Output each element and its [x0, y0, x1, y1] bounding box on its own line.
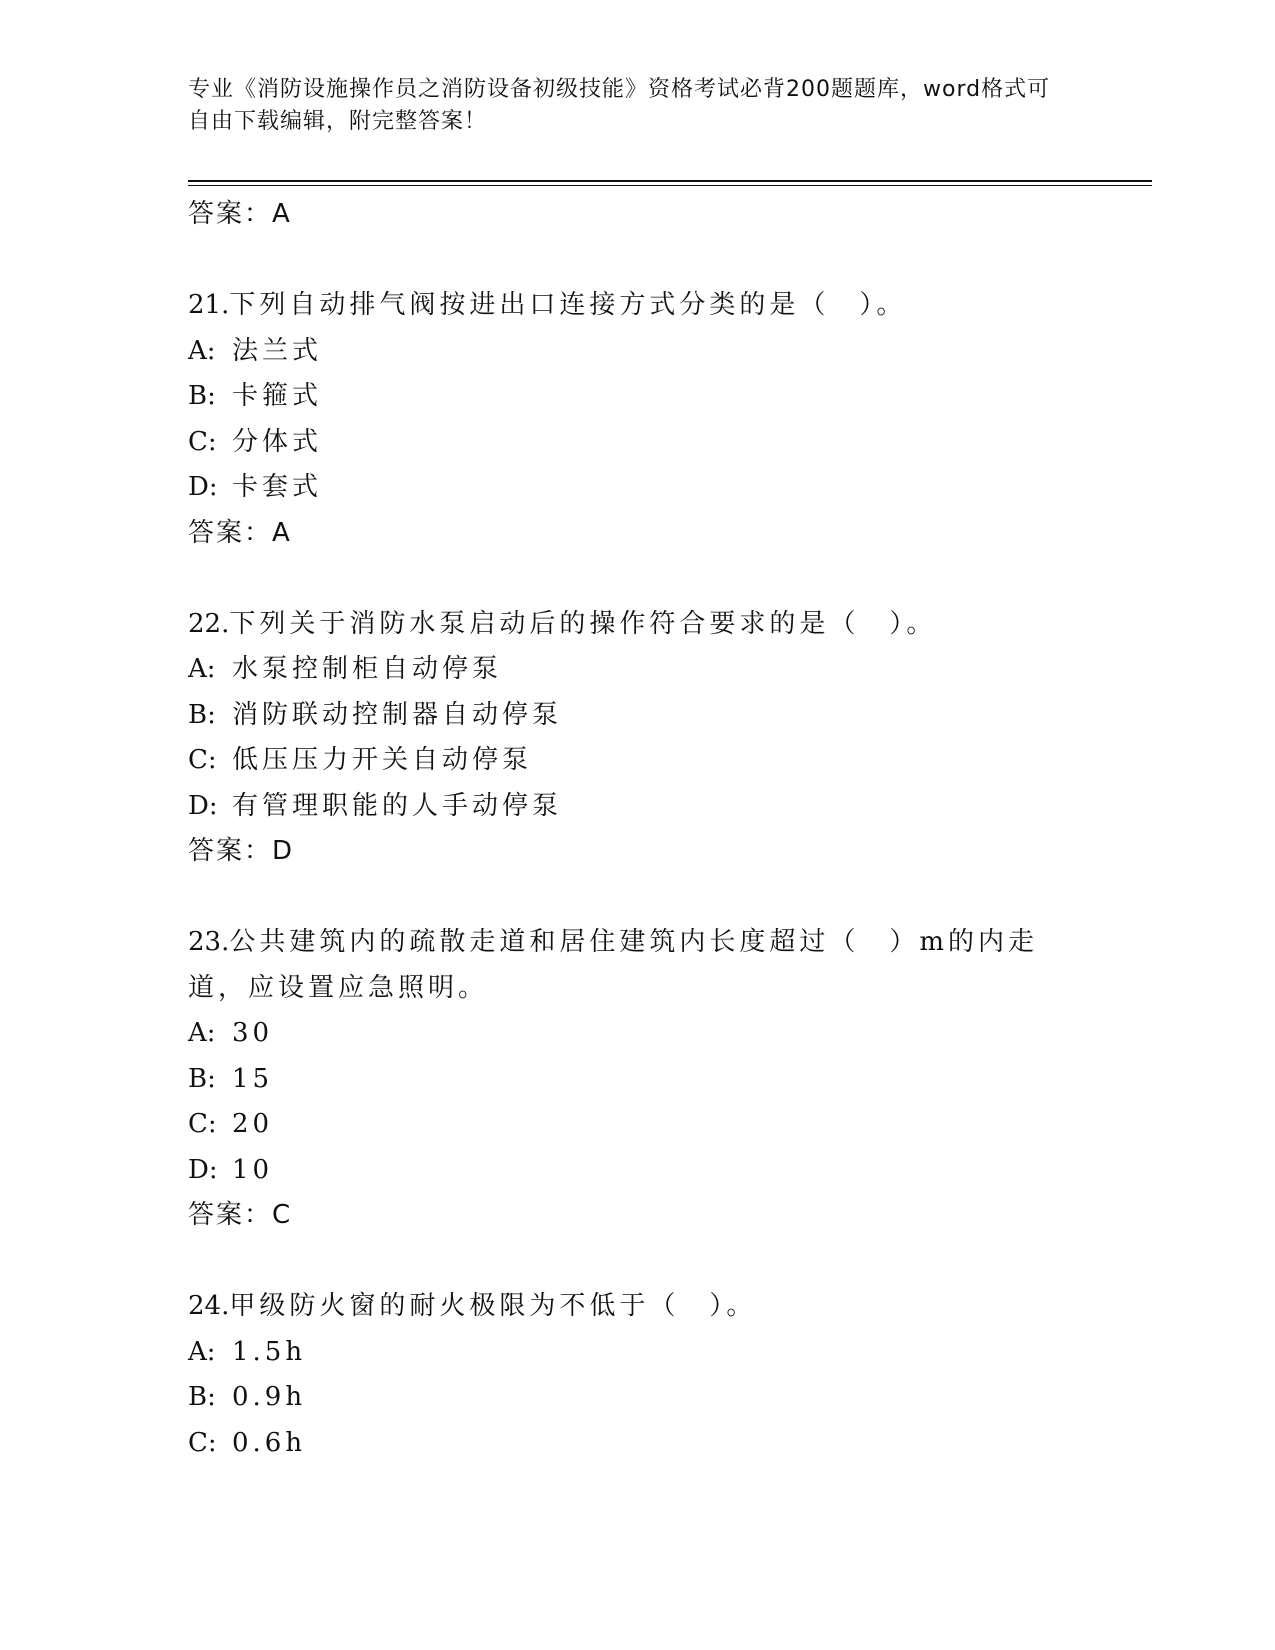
option-text: 15: [232, 1063, 274, 1094]
option-key: C:: [188, 1109, 217, 1139]
document-header: [188, 74, 1068, 138]
option-key: C:: [188, 1427, 217, 1458]
option-text: 0.6h: [232, 1427, 307, 1458]
option-key: B:: [188, 1382, 216, 1412]
option-a: [188, 329, 1088, 375]
question-21: [188, 283, 1088, 556]
option-text: 法兰式: [232, 335, 323, 366]
spacer: [188, 1239, 1088, 1285]
option-a: [188, 1011, 1088, 1057]
option-text: 有管理职能的人手动停泵: [232, 790, 563, 821]
option-key: D:: [188, 790, 218, 821]
option-key: C:: [188, 745, 217, 775]
question-list: [188, 192, 1088, 1466]
option-b: [188, 1057, 1088, 1103]
header-text: 专业《消防设施操作员之消防设备初级技能》资格考试必背200题题库，word格式可自由下载编辑，附完整答案！: [188, 77, 1051, 134]
spacer: [188, 556, 1088, 602]
option-b: [188, 693, 1088, 739]
option-key: D:: [188, 472, 218, 502]
question-text: 下列自动排气阀按进出口连接方式分类的是（ ）。: [229, 290, 907, 320]
option-text: 1.5h: [232, 1336, 307, 1367]
header-divider-thin: [188, 185, 1152, 186]
answer-line: 答案：A: [188, 517, 292, 548]
answer-line: 答案：A: [188, 199, 292, 229]
question-stem: [188, 602, 1088, 648]
question-stem: [188, 283, 1088, 329]
option-text: 30: [232, 1018, 274, 1048]
option-c: [188, 1102, 1088, 1148]
option-d: [188, 1148, 1088, 1194]
question-23: [188, 920, 1088, 1239]
question-number: 24.: [188, 1291, 230, 1321]
option-c: [188, 1421, 1088, 1467]
question-number: 23.: [188, 927, 230, 957]
option-a: [188, 1330, 1088, 1376]
option-key: B:: [188, 699, 216, 730]
option-key: C:: [188, 426, 217, 457]
spacer: [188, 238, 1088, 284]
option-key: A:: [188, 1336, 216, 1367]
question-text: 公共建筑内的疏散走道和居住建筑内长度超过（ ）m的内走道，应设置应急照明。: [188, 927, 1039, 1003]
option-d: [188, 465, 1088, 511]
question-number: 22.: [188, 608, 230, 639]
option-text: 卡套式: [232, 472, 323, 502]
option-key: A:: [188, 1018, 216, 1048]
option-key: A:: [188, 335, 216, 366]
option-c: [188, 420, 1088, 466]
option-key: B:: [188, 1063, 216, 1094]
option-b: [188, 374, 1088, 420]
answer-line: 答案：C: [188, 1200, 293, 1230]
question-number: 21.: [188, 290, 230, 320]
option-a: [188, 647, 1088, 693]
option-text: 水泵控制柜自动停泵: [232, 654, 503, 684]
header-divider-thick: [188, 180, 1152, 182]
option-text: 消防联动控制器自动停泵: [232, 699, 563, 730]
spacer: [188, 875, 1088, 921]
question-22: [188, 602, 1088, 875]
option-key: B:: [188, 381, 216, 411]
option-text: 10: [232, 1154, 274, 1185]
option-text: 卡箍式: [232, 381, 323, 411]
option-text: 0.9h: [232, 1382, 307, 1412]
option-text: 分体式: [232, 426, 323, 457]
option-key: A:: [188, 654, 216, 684]
question-24: [188, 1284, 1088, 1466]
option-b: [188, 1375, 1088, 1421]
option-key: D:: [188, 1154, 218, 1185]
option-c: [188, 738, 1088, 784]
option-text: 20: [232, 1109, 274, 1139]
question-stem: [188, 1284, 1088, 1330]
option-d: [188, 784, 1088, 830]
option-text: 低压压力开关自动停泵: [232, 745, 533, 775]
question-text: 甲级防火窗的耐火极限为不低于（ ）。: [229, 1291, 757, 1321]
question-text: 下列关于消防水泵启动后的操作符合要求的是（ ）。: [229, 608, 937, 639]
answer-line: 答案：D: [188, 836, 295, 866]
question-stem: [188, 920, 1088, 1011]
